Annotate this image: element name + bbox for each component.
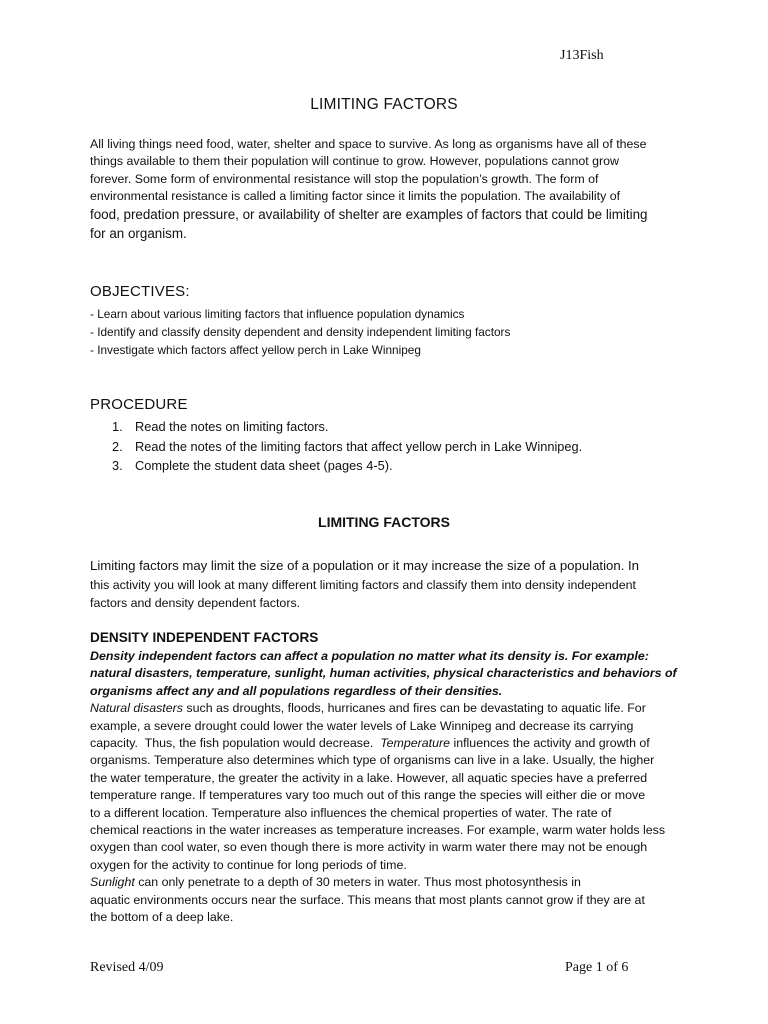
procedure-number: 3. [112,458,123,473]
procedure-list [112,417,712,476]
intro-line: environmental resistance is called a limiting factor since it limits the population. The availability of [90,188,621,203]
density-independent-text [90,648,690,927]
intro-line: for an organism. [90,226,187,242]
procedure-number: 2. [112,438,123,454]
definition-line: Density independent factors can affect a population no matter what its density is. For example: [90,649,649,663]
procedure-item [112,417,712,437]
procedure-text: Read the notes of the limiting factors that affect yellow perch in Lake Winnipeg. [135,438,583,454]
page-number: Page 1 of 6 [565,960,629,975]
procedure-number: 1. [112,419,123,434]
body-line [90,874,690,891]
procedure-item [112,437,712,457]
density-independent-heading: DENSITY INDEPENDENT FACTORS [90,630,319,645]
document-code: J13Fish [560,48,604,63]
body-line: oxygen than cool water, so even though there is more activity in warm water there may not be enough [90,840,648,855]
term-natural-disasters: Natural disasters [90,701,183,716]
objective-item: - Identify and classify density dependent and density independent limiting factors [90,325,511,339]
intro-line: All living things need food, water, shelter and space to survive. As long as organisms have all of these [90,137,647,151]
revision-note: Revised 4/09 [90,960,164,975]
term-sunlight: Sunlight [90,875,135,890]
objectives-list [90,305,710,359]
procedure-item [112,456,712,476]
procedure-text: Read the notes on limiting factors. [135,419,329,434]
paragraph-line: factors and density dependent factors. [90,596,301,611]
body-text: such as droughts, floods, hurricanes and fires can be devastating to aquatic life. For [182,701,646,716]
definition-line: natural disasters, temperature, sunlight, human activities, physical characteristics and behaviors of [90,666,677,681]
objective-item: - Learn about various limiting factors that influence population dynamics [90,307,465,321]
intro-line: things available to them their population will continue to grow. However, populations cannot grow [90,154,619,169]
objective-item: - Investigate which factors affect yellow perch in Lake Winnipeg [90,343,421,357]
body-line: organisms. Temperature also determines which type of organisms can live in a lake. Usually, the higher [90,753,655,768]
body-line [90,735,690,752]
body-line: to a different location. Temperature also influences the chemical properties of water. The rate of [90,805,612,820]
body-text: influences the activity and growth of [450,736,650,751]
body-line: temperature range. If temperatures vary too much out of this range the species will either die or move [90,788,646,803]
paragraph-line: Limiting factors may limit the size of a population or it may increase the size of a population. In [90,558,640,573]
body-text: can only penetrate to a depth of 30 meters in water. Thus most photosynthesis in [134,875,581,890]
page-title: LIMITING FACTORS [310,96,458,113]
body-line: the bottom of a deep lake. [90,910,234,925]
body-text: capacity. Thus, the fish population would decrease. [90,736,381,751]
procedure-heading: PROCEDURE [90,396,188,413]
intro-line: food, predation pressure, or availability of shelter are examples of factors that could be limiting [90,207,648,223]
body-line: oxygen for the activity to continue for long periods of time. [90,857,407,872]
term-temperature: Temperature [380,736,451,751]
body-line: example, a severe drought could lower the water levels of Lake Winnipeg and decrease its carrying [90,718,634,733]
intro-paragraph [90,136,690,244]
definition-line: organisms affect any and all populations regardless of their densities. [90,683,503,698]
objectives-heading: OBJECTIVES: [90,283,190,300]
paragraph-line: this activity you will look at many different limiting factors and classify them into density independent [90,577,636,592]
limiting-factors-paragraph [90,557,690,613]
body-line [90,700,690,717]
body-line: aquatic environments occurs near the surface. This means that most plants cannot grow if they are at [90,892,645,907]
body-line: the water temperature, the greater the activity in a lake. However, all aquatic species have a preferred [90,770,648,785]
intro-line: forever. Some form of environmental resistance will stop the population’s growth. The form of [90,171,599,186]
procedure-text: Complete the student data sheet (pages 4-5). [135,458,393,473]
section-title: LIMITING FACTORS [318,514,450,530]
body-line: chemical reactions in the water increases as temperature increases. For example, warm water holds less [90,823,666,838]
